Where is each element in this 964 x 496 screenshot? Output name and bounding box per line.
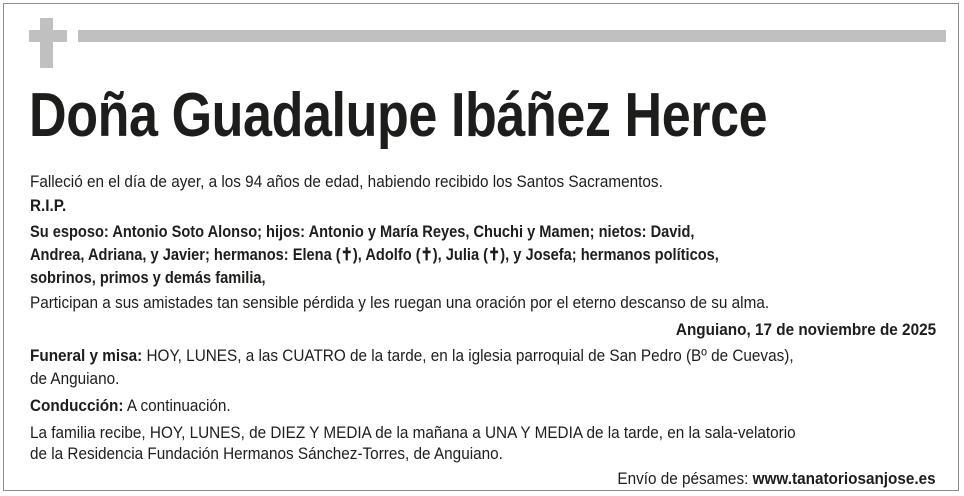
cross-icon-bar: [29, 30, 67, 42]
funeral-text: HOY, LUNES, a las CUATRO de la tarde, en la iglesia parroquial de San Pedro (Bº de Cuevas),: [142, 346, 794, 365]
funeral-line-2: de Anguiano.: [30, 369, 120, 388]
familia-recibe-line: La familia recibe, HOY, LUNES, de DIEZ Y MEDIA de la mañana a UNA Y MEDIA de la tarde, en la sala-velatorio: [30, 423, 796, 442]
deceased-name: Doña Guadalupe Ibáñez Herce: [29, 81, 768, 150]
header-rule: [78, 30, 946, 42]
family-line: sobrinos, primos y demás familia,: [30, 268, 266, 287]
rip-text: R.I.P.: [30, 196, 67, 215]
conduccion-text: A continuación.: [123, 396, 231, 415]
condolences-line: [618, 468, 936, 490]
participan-text: Participan a sus amistades tan sensible pérdida y les ruegan una oración por el eterno descanso de su alma.: [30, 293, 770, 312]
familia-recibe-line: de la Residencia Fundación Hermanos Sánchez-Torres, de Anguiano.: [30, 444, 503, 463]
condolences-link[interactable]: www.tanatoriosanjose.es: [752, 469, 936, 488]
cross-icon: [40, 18, 53, 68]
funeral-line: [30, 345, 794, 367]
intro-text: Falleció en el día de ayer, a los 94 años de edad, habiendo recibido los Santos Sacramentos.: [30, 172, 663, 191]
family-line: Su esposo: Antonio Soto Alonso; hijos: Antonio y María Reyes, Chuchi y Mamen; nietos: David,: [30, 222, 695, 241]
conduccion-line: [30, 395, 231, 417]
family-line: Andrea, Adriana, y Javier; hermanos: Elena (✝), Adolfo (✝), Julia (✝), y Josefa; hermanos políticos,: [30, 245, 719, 264]
condolences-label: Envío de pésames:: [617, 469, 753, 488]
place-date: Anguiano, 17 de noviembre de 2025: [675, 320, 936, 339]
conduccion-label: Conducción:: [30, 396, 124, 415]
funeral-label: Funeral y misa:: [30, 346, 143, 365]
